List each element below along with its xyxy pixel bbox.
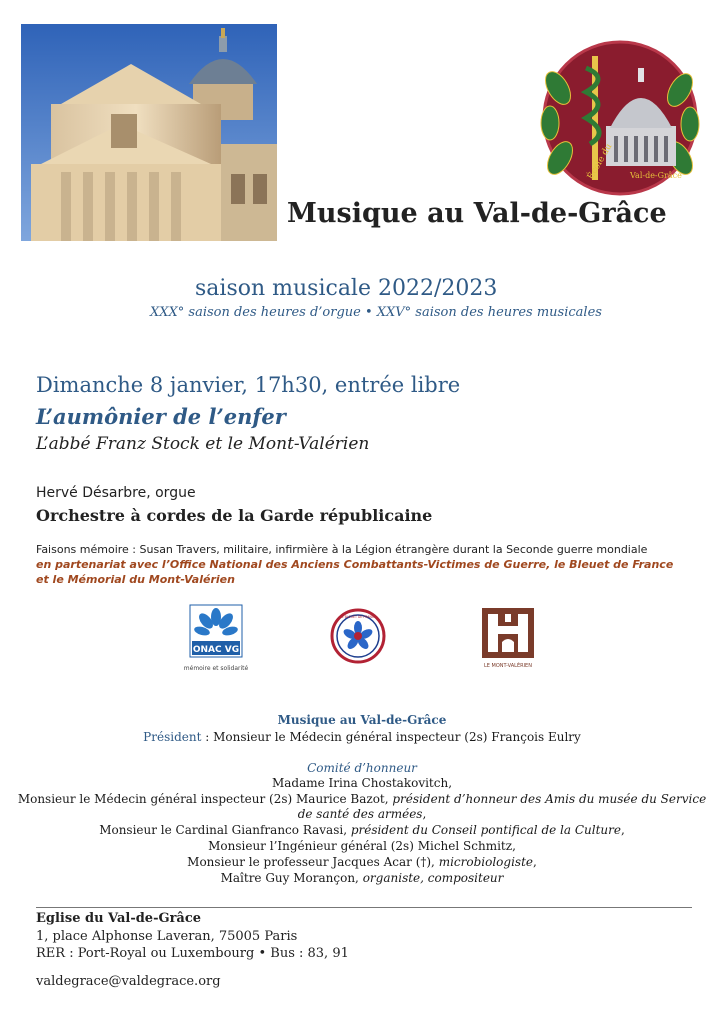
honor-member-6 [0, 871, 724, 885]
season-subtitle: XXX° saison des heures d’orgue • XXV° saison des heures musicales [150, 305, 602, 320]
transport-info: RER : Port-Royal ou Luxembourg • Bus : 83, 91 [36, 946, 349, 961]
onac-tagline: mémoire et solidarité [183, 665, 249, 672]
honor-member-1: Madame Irina Chostakovitch, [271, 776, 453, 790]
page-title: Musique au Val-de-Grâce [287, 198, 667, 229]
concert-title: L’aumônier de l’enfer [36, 404, 286, 429]
season-title: saison musicale 2022/2023 [195, 276, 498, 301]
president-label: Président [143, 730, 202, 744]
comite-label: Comité d’honneur [307, 761, 417, 775]
honor-member-5-end: , [533, 855, 537, 869]
onac-vg-logo [178, 603, 256, 673]
honor-member-2-end: , [422, 807, 427, 821]
mont-valerien-text: LE MONT-VALÉRIEN [484, 663, 532, 669]
honor-member-5-role: microbiologiste [438, 855, 533, 869]
honor-member-2-role: président d’honneur des Amis du musée du Service [392, 792, 707, 806]
bleuet-de-france-logo [330, 608, 386, 664]
honor-member-3-end: , [620, 823, 625, 837]
memory-note: Faisons mémoire : Susan Travers, militaire, infirmière à la Légion étrangère durant la Seconde guerre mondiale [36, 543, 648, 556]
val-de-grace-badge [530, 28, 710, 208]
partnership-line-2: et le Mémorial du Mont-Valérien [36, 573, 235, 586]
divider [36, 907, 692, 908]
honor-member-6-role: organiste, compositeur [362, 871, 504, 885]
bleuet-text: LE BLEUET DE FRANCE [339, 615, 377, 619]
honor-member-5 [0, 855, 724, 869]
orchestra: Orchestre à cordes de la Garde républicaine [36, 506, 433, 525]
onac-name: ONAC VG [192, 645, 240, 655]
honor-member-5-name: Monsieur le professeur Jacques Acar (†), [187, 855, 439, 869]
honor-member-2 [0, 792, 724, 806]
honor-member-6-name: Maître Guy Morançon, [220, 871, 363, 885]
concert-date: Dimanche 8 janvier, 17h30, entrée libre [36, 373, 461, 397]
honor-member-2-cont [0, 807, 724, 821]
contact-email[interactable]: valdegrace@valdegrace.org [36, 974, 221, 989]
mont-valerien-logo [478, 606, 538, 670]
church-name: Eglise du Val-de-Grâce [36, 911, 202, 926]
church-address: 1, place Alphonse Laveran, 75005 Paris [36, 929, 298, 944]
performer: Hervé Désarbre, orgue [36, 485, 196, 501]
concert-subtitle: L’abbé Franz Stock et le Mont-Valérien [36, 434, 370, 454]
president-value: : Monsieur le Médecin général inspecteur (2s) François Eulry [201, 730, 581, 744]
association-name: Musique au Val-de-Grâce [277, 713, 447, 727]
honor-member-2-name: Monsieur le Médecin général inspecteur (2s) Maurice Bazot, [17, 792, 393, 806]
honor-member-3-name: Monsieur le Cardinal Gianfranco Ravasi, [99, 823, 351, 837]
partnership-line-1: en partenariat avec l’Office National des Anciens Combattants-Victimes de Guerre, le Bleuet de France [36, 558, 674, 571]
honor-member-2-role-cont: de santé des armées [297, 807, 423, 821]
church-photo [21, 24, 277, 241]
honor-member-3 [0, 823, 724, 837]
president-line [0, 730, 724, 744]
honor-member-3-role: président du Conseil pontifical de la Culture [350, 823, 621, 837]
badge-text-2: Val-de-Grâce [630, 171, 682, 180]
badge-text: École du [585, 142, 615, 182]
honor-member-4: Monsieur l’Ingénieur général (2s) Michel Schmitz, [208, 839, 516, 853]
